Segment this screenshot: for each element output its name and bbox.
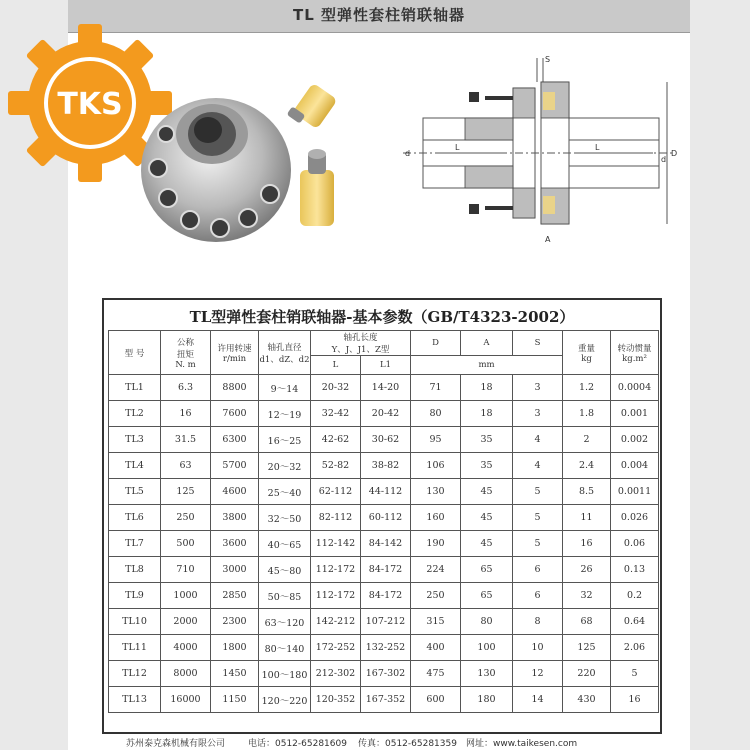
table-cell: 35: [461, 427, 513, 453]
table-cell: 130: [461, 661, 513, 687]
table-cell: 44-112: [361, 479, 411, 505]
table-row: [109, 375, 659, 401]
table-cell: TL11: [109, 635, 161, 661]
header-length-l1: L1: [361, 356, 411, 375]
dim-label-l-right: L: [595, 143, 600, 152]
table-cell: 4: [513, 453, 563, 479]
table-cell: 160: [411, 505, 461, 531]
header-s: S: [513, 331, 563, 356]
table-cell: 2.06: [611, 635, 659, 661]
table-cell: 2300: [211, 609, 259, 635]
table-cell: 142-212: [311, 609, 361, 635]
table-cell: 130: [411, 479, 461, 505]
table-cell: 20-42: [361, 401, 411, 427]
table-cell: 107-212: [361, 609, 411, 635]
table-cell: 12～19: [259, 401, 311, 427]
header-weight: [563, 331, 611, 375]
table-cell: 16: [563, 531, 611, 557]
footer-phone: 电话：0512-65281609: [248, 739, 347, 749]
table-cell: 18: [461, 401, 513, 427]
table-cell: 0.026: [611, 505, 659, 531]
page-title: TL 型弹性套柱销联轴器: [292, 6, 465, 24]
table-cell: 16000: [161, 687, 211, 713]
table-cell: 600: [411, 687, 461, 713]
header-torque-line2: 扭矩: [176, 349, 194, 360]
table-row: [109, 609, 659, 635]
table-cell: 95: [411, 427, 461, 453]
table-cell: TL9: [109, 583, 161, 609]
page-footer: [68, 734, 690, 750]
table-cell: 0.0004: [611, 375, 659, 401]
table-cell: 1.2: [563, 375, 611, 401]
table-cell: 16: [161, 401, 211, 427]
table-cell: 84-142: [361, 531, 411, 557]
table-cell: 112-172: [311, 557, 361, 583]
table-cell: 45: [461, 505, 513, 531]
table-cell: 167-302: [361, 661, 411, 687]
table-cell: TL10: [109, 609, 161, 635]
dim-label-d-left: d: [405, 149, 411, 158]
footer-fax: 传真：0512-65281359: [358, 739, 457, 749]
table-cell: 180: [461, 687, 513, 713]
table-cell: 132-252: [361, 635, 411, 661]
table-cell: 8800: [211, 375, 259, 401]
table-cell: 12: [513, 661, 563, 687]
footer-website: 网址：www.taikesen.com: [466, 739, 578, 749]
table-cell: 125: [563, 635, 611, 661]
table-row: [109, 453, 659, 479]
table-row: [109, 557, 659, 583]
table-cell: TL13: [109, 687, 161, 713]
table-cell: 25～40: [259, 479, 311, 505]
header-inertia-line2: kg.m²: [622, 353, 647, 364]
table-cell: TL2: [109, 401, 161, 427]
table-cell: 6: [513, 557, 563, 583]
table-cell: 120-352: [311, 687, 361, 713]
table-cell: 71: [411, 375, 461, 401]
header-model: 型 号: [109, 331, 161, 375]
table-body: [109, 375, 659, 713]
table-cell: 475: [411, 661, 461, 687]
footer-company: 苏州泰克森机械有限公司: [126, 739, 226, 749]
table-cell: 82-112: [311, 505, 361, 531]
table-cell: 5: [611, 661, 659, 687]
table-cell: 710: [161, 557, 211, 583]
table-cell: 100: [461, 635, 513, 661]
table-cell: TL1: [109, 375, 161, 401]
header-diameter-line2: d1、dZ、d2: [259, 354, 310, 365]
table-cell: 80～140: [259, 635, 311, 661]
header-d: D: [411, 331, 461, 356]
table-cell: 5: [513, 505, 563, 531]
table-cell: 63～120: [259, 609, 311, 635]
dim-label-d-right: d: [661, 155, 667, 164]
dim-label-s: S: [545, 55, 551, 64]
table-cell: 31.5: [161, 427, 211, 453]
header-inertia-line1: 转动惯量: [617, 343, 652, 354]
table-cell: 45: [461, 479, 513, 505]
table-cell: 18: [461, 375, 513, 401]
dim-label-l-left: L: [455, 143, 460, 152]
table-cell: 2000: [161, 609, 211, 635]
table-cell: 430: [563, 687, 611, 713]
table-cell: 0.2: [611, 583, 659, 609]
table-cell: 4600: [211, 479, 259, 505]
table-cell: 10: [513, 635, 563, 661]
table-cell: 50～85: [259, 583, 311, 609]
logo-text: TKS: [57, 87, 123, 122]
table-cell: 84-172: [361, 557, 411, 583]
header-speed-line2: r/min: [222, 353, 247, 364]
table-cell: 62-112: [311, 479, 361, 505]
table-cell: 60-112: [361, 505, 411, 531]
table-cell: 84-172: [361, 583, 411, 609]
table-row: [109, 635, 659, 661]
table-cell: 2: [563, 427, 611, 453]
table-cell: 224: [411, 557, 461, 583]
table-cell: 35: [461, 453, 513, 479]
table-cell: 400: [411, 635, 461, 661]
table-cell: 14: [513, 687, 563, 713]
table-cell: 11: [563, 505, 611, 531]
table-cell: 190: [411, 531, 461, 557]
header-diameter: [259, 331, 311, 375]
table-cell: 45～80: [259, 557, 311, 583]
table-cell: 6300: [211, 427, 259, 453]
table-row: [109, 479, 659, 505]
table-cell: 112-142: [311, 531, 361, 557]
table-cell: 65: [461, 557, 513, 583]
table-cell: 9～14: [259, 375, 311, 401]
header-unit-mm: mm: [411, 356, 563, 375]
table-cell: 40～65: [259, 531, 311, 557]
table-cell: 8: [513, 609, 563, 635]
table-cell: 3: [513, 375, 563, 401]
table-cell: 4: [513, 427, 563, 453]
header-a: A: [461, 331, 513, 356]
table-cell: 1.8: [563, 401, 611, 427]
table-cell: 32-42: [311, 401, 361, 427]
table-cell: 100～180: [259, 661, 311, 687]
table-cell: TL6: [109, 505, 161, 531]
table-cell: 2850: [211, 583, 259, 609]
table-row: [109, 531, 659, 557]
header-length-line1: 轴孔长度: [343, 333, 378, 343]
table-row: [109, 427, 659, 453]
table-cell: TL12: [109, 661, 161, 687]
table-cell: 172-252: [311, 635, 361, 661]
table-cell: 80: [411, 401, 461, 427]
table-cell: 250: [411, 583, 461, 609]
table-row: [109, 401, 659, 427]
table-cell: 1000: [161, 583, 211, 609]
header-speed: [211, 331, 259, 375]
table-cell: 5700: [211, 453, 259, 479]
header-torque-line1: 公称: [176, 337, 194, 348]
table-cell: 0.001: [611, 401, 659, 427]
header-length-line2: Y、J、J1、Z型: [331, 345, 390, 355]
header-diameter-line1: 轴孔直径: [267, 342, 302, 353]
table-cell: 0.13: [611, 557, 659, 583]
table-cell: 30-62: [361, 427, 411, 453]
table-cell: 1150: [211, 687, 259, 713]
table-cell: 315: [411, 609, 461, 635]
technical-drawing: [395, 52, 685, 257]
table-cell: 16～25: [259, 427, 311, 453]
header-weight-line1: 重量: [577, 343, 595, 354]
table-cell: 26: [563, 557, 611, 583]
table-cell: 14-20: [361, 375, 411, 401]
table-cell: 167-352: [361, 687, 411, 713]
table-cell: 3000: [211, 557, 259, 583]
header-weight-line2: kg: [581, 353, 592, 364]
table-cell: 6: [513, 583, 563, 609]
table-cell: 6.3: [161, 375, 211, 401]
table-cell: 52-82: [311, 453, 361, 479]
dim-label-a: A: [545, 235, 551, 244]
table-cell: 3600: [211, 531, 259, 557]
table-cell: 3: [513, 401, 563, 427]
table-cell: 112-172: [311, 583, 361, 609]
table-cell: 0.64: [611, 609, 659, 635]
table-cell: 65: [461, 583, 513, 609]
table-cell: 68: [563, 609, 611, 635]
table-cell: 0.06: [611, 531, 659, 557]
header-torque-line3: N. m: [175, 359, 196, 370]
table-cell: 212-302: [311, 661, 361, 687]
table-cell: 45: [461, 531, 513, 557]
table-cell: 63: [161, 453, 211, 479]
table-cell: 120～220: [259, 687, 311, 713]
table-cell: 500: [161, 531, 211, 557]
header-inertia: [611, 331, 659, 375]
table-cell: TL8: [109, 557, 161, 583]
header-speed-line1: 许用转速: [217, 343, 252, 354]
parameter-table-panel: [102, 298, 662, 734]
table-cell: 0.002: [611, 427, 659, 453]
table-cell: 20～32: [259, 453, 311, 479]
table-cell: 7600: [211, 401, 259, 427]
header-torque: [161, 331, 211, 375]
table-cell: TL7: [109, 531, 161, 557]
header-length: [311, 331, 411, 356]
table-cell: 4000: [161, 635, 211, 661]
table-cell: 20-32: [311, 375, 361, 401]
table-cell: 8.5: [563, 479, 611, 505]
table-title: TL型弹性套柱销联轴器-基本参数（GB/T4323-2002）: [189, 308, 575, 326]
table-row: [109, 687, 659, 713]
table-cell: 5: [513, 531, 563, 557]
table-cell: 5: [513, 479, 563, 505]
table-cell: 3800: [211, 505, 259, 531]
table-cell: 42-62: [311, 427, 361, 453]
parameter-table: [108, 330, 659, 713]
table-cell: 1800: [211, 635, 259, 661]
table-cell: 8000: [161, 661, 211, 687]
table-cell: 0.0011: [611, 479, 659, 505]
table-cell: 80: [461, 609, 513, 635]
dim-label-d-outer: D: [671, 149, 678, 158]
table-row: [109, 661, 659, 687]
table-cell: 125: [161, 479, 211, 505]
coupling-photo: [138, 70, 353, 250]
table-cell: 106: [411, 453, 461, 479]
table-cell: 32～50: [259, 505, 311, 531]
table-cell: 220: [563, 661, 611, 687]
table-cell: 0.004: [611, 453, 659, 479]
table-cell: 2.4: [563, 453, 611, 479]
table-cell: TL3: [109, 427, 161, 453]
table-cell: TL5: [109, 479, 161, 505]
table-cell: 38-82: [361, 453, 411, 479]
table-cell: 1450: [211, 661, 259, 687]
table-cell: TL4: [109, 453, 161, 479]
header-length-l: L: [311, 356, 361, 375]
table-cell: 250: [161, 505, 211, 531]
table-cell: 32: [563, 583, 611, 609]
table-row: [109, 583, 659, 609]
table-cell: 16: [611, 687, 659, 713]
table-row: [109, 505, 659, 531]
